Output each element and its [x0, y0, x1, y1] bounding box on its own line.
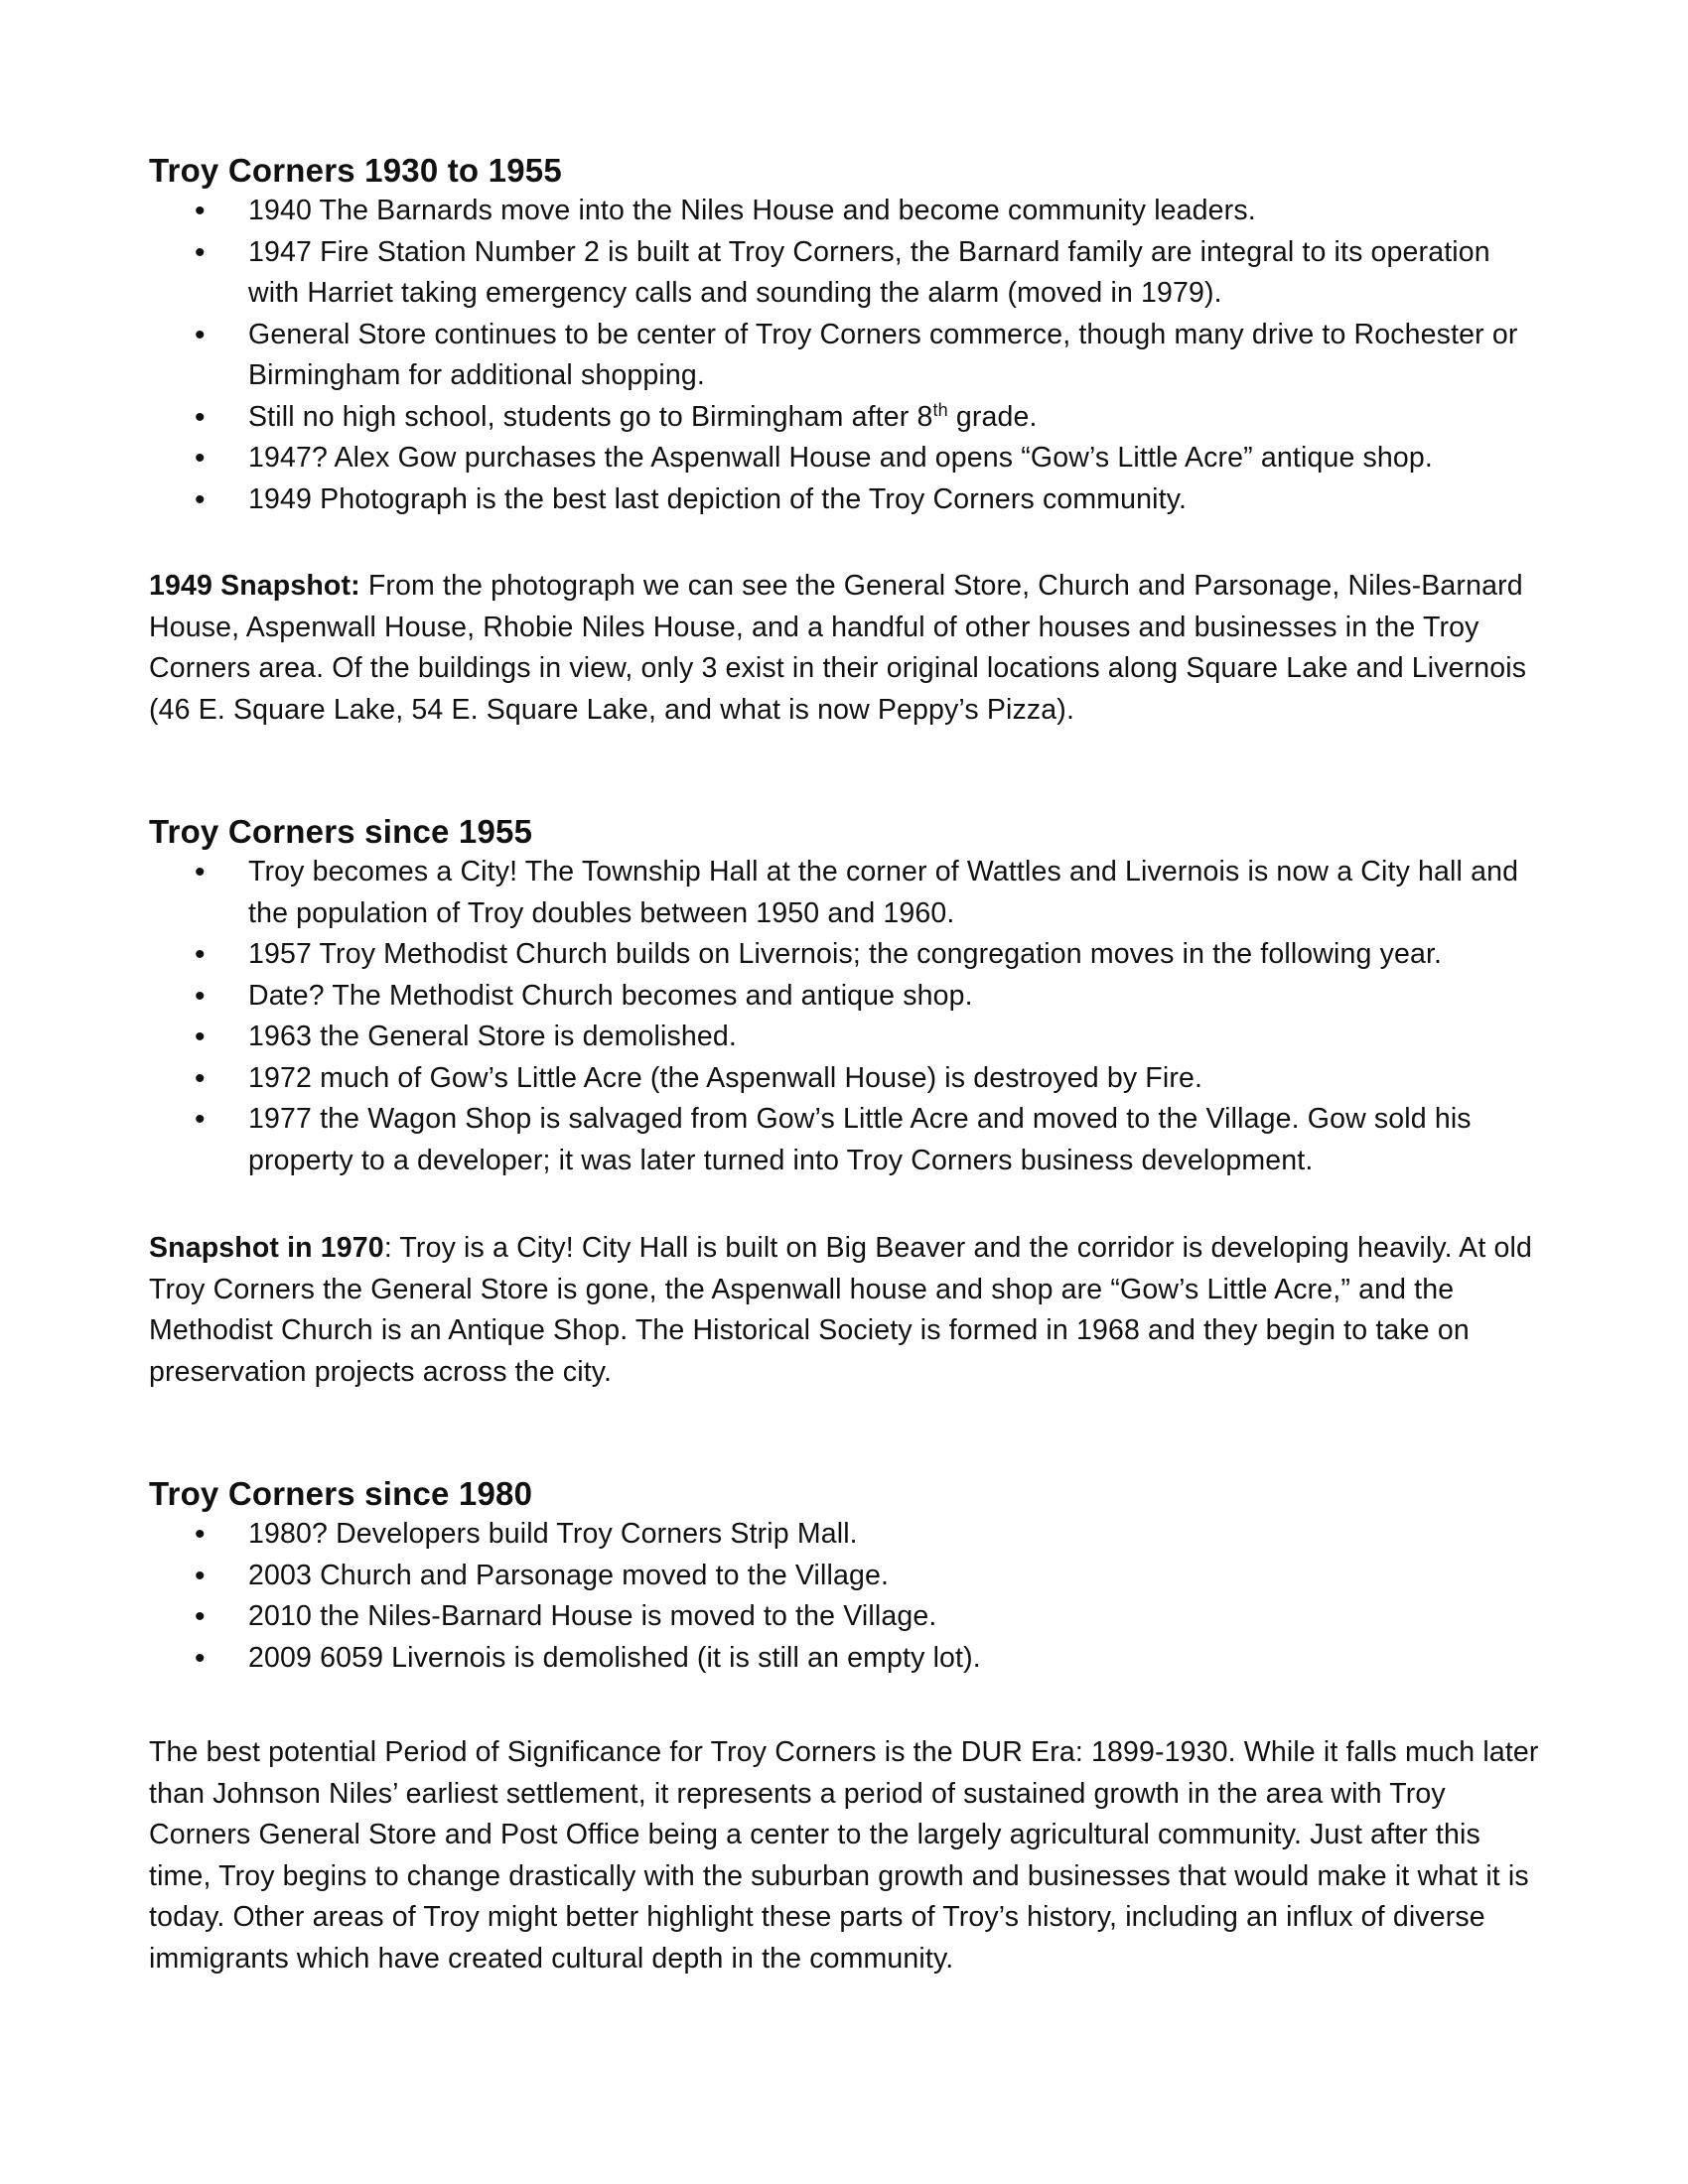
list-item: • 1957 Troy Methodist Church builds on Livernois; the congregation moves in the following year. — [149, 934, 1539, 976]
snapshot-text: : Troy is a City! City Hall is built on Big Beaver and the corridor is developing heavily. At old Troy Corners the General Store is gone, the Aspenwall house and shop are “Gow’s Little Acre,” and the Methodist Church is an Antique Shop. The Historical Society is formed in 1968 and they begin to take on preservation projects across the city. — [149, 1232, 1532, 1388]
snapshot-label: Snapshot in 1970 — [149, 1232, 384, 1264]
list-item-text: Still no high school, students go to Birmingham after 8 — [248, 400, 933, 433]
snapshot-paragraph-1949 — [149, 566, 1539, 731]
conclusion-paragraph: The best potential Period of Significance for Troy Corners is the DUR Era: 1899-1930. While it falls much later than Johnson Niles’ earliest settlement, it represents a period of sustained growth in the area with Troy Corners General Store and Post Office being a center to the largely agricultural community. Just after this time, Troy begins to change drastically with the suburban growth and businesses that would make it what it is today. Other areas of Troy might better highlight these parts of Troy’s history, including an influx of diverse immigrants which have created cultural depth in the community. — [149, 1736, 1539, 1975]
bullet-list — [149, 1514, 1539, 1679]
list-item: • 1972 much of Gow’s Little Acre (the Aspenwall House) is destroyed by Fire. — [149, 1058, 1539, 1100]
section-heading: Troy Corners since 1955 — [149, 813, 533, 850]
bullet-list — [149, 852, 1539, 1181]
list-item: • 2009 6059 Livernois is demolished (it is still an empty lot). — [149, 1638, 1539, 1680]
list-item — [149, 397, 1539, 439]
list-item: • 1947? Alex Gow purchases the Aspenwall House and opens “Gow’s Little Acre” antique shop. — [149, 438, 1539, 479]
list-item: • 1977 the Wagon Shop is salvaged from Gow’s Little Acre and moved to the Village. Gow sold his property to a developer; it was later turned into Troy Corners business development. — [149, 1099, 1539, 1181]
list-item: • 1980? Developers build Troy Corners Strip Mall. — [149, 1514, 1539, 1556]
section-since-1955 — [149, 812, 1539, 1181]
ordinal-superscript: th — [932, 399, 948, 420]
section-1930-1955 — [149, 151, 1539, 520]
section-since-1980 — [149, 1474, 1539, 1679]
list-item: • 2003 Church and Parsonage moved to the Village. — [149, 1556, 1539, 1597]
list-item: • Date? The Methodist Church becomes and antique shop. — [149, 976, 1539, 1018]
list-item: • 2010 the Niles-Barnard House is moved to the Village. — [149, 1596, 1539, 1638]
section-heading: Troy Corners since 1980 — [149, 1475, 533, 1512]
section-heading: Troy Corners 1930 to 1955 — [149, 152, 562, 189]
list-item-text: grade. — [947, 400, 1038, 433]
bullet-list — [149, 191, 1539, 520]
snapshot-label: 1949 Snapshot: — [149, 570, 360, 602]
list-item: • General Store continues to be center of Troy Corners commerce, though many drive to Rochester or Birmingham for additional shopping. — [149, 315, 1539, 397]
list-item: • Troy becomes a City! The Township Hall at the corner of Wattles and Livernois is now a City hall and the population of Troy doubles between 1950 and 1960. — [149, 852, 1539, 934]
list-item: • 1963 the General Store is demolished. — [149, 1017, 1539, 1058]
list-item: • 1947 Fire Station Number 2 is built at Troy Corners, the Barnard family are integral to its operation with Harriet taking emergency calls and sounding the alarm (moved in 1979). — [149, 232, 1539, 315]
list-item: • 1949 Photograph is the best last depiction of the Troy Corners community. — [149, 479, 1539, 521]
snapshot-text: From the photograph we can see the General Store, Church and Parsonage, Niles-Barnard House, Aspenwall House, Rhobie Niles House, and a handful of other houses and businesses in the Troy Corners area. Of the buildings in view, only 3 exist in their original locations along Square Lake and Livernois (46 E. Square Lake, 54 E. Square Lake, and what is now Peppy’s Pizza). — [149, 570, 1527, 726]
snapshot-paragraph-1970 — [149, 1228, 1539, 1393]
list-item: • 1940 The Barnards move into the Niles House and become community leaders. — [149, 191, 1539, 232]
